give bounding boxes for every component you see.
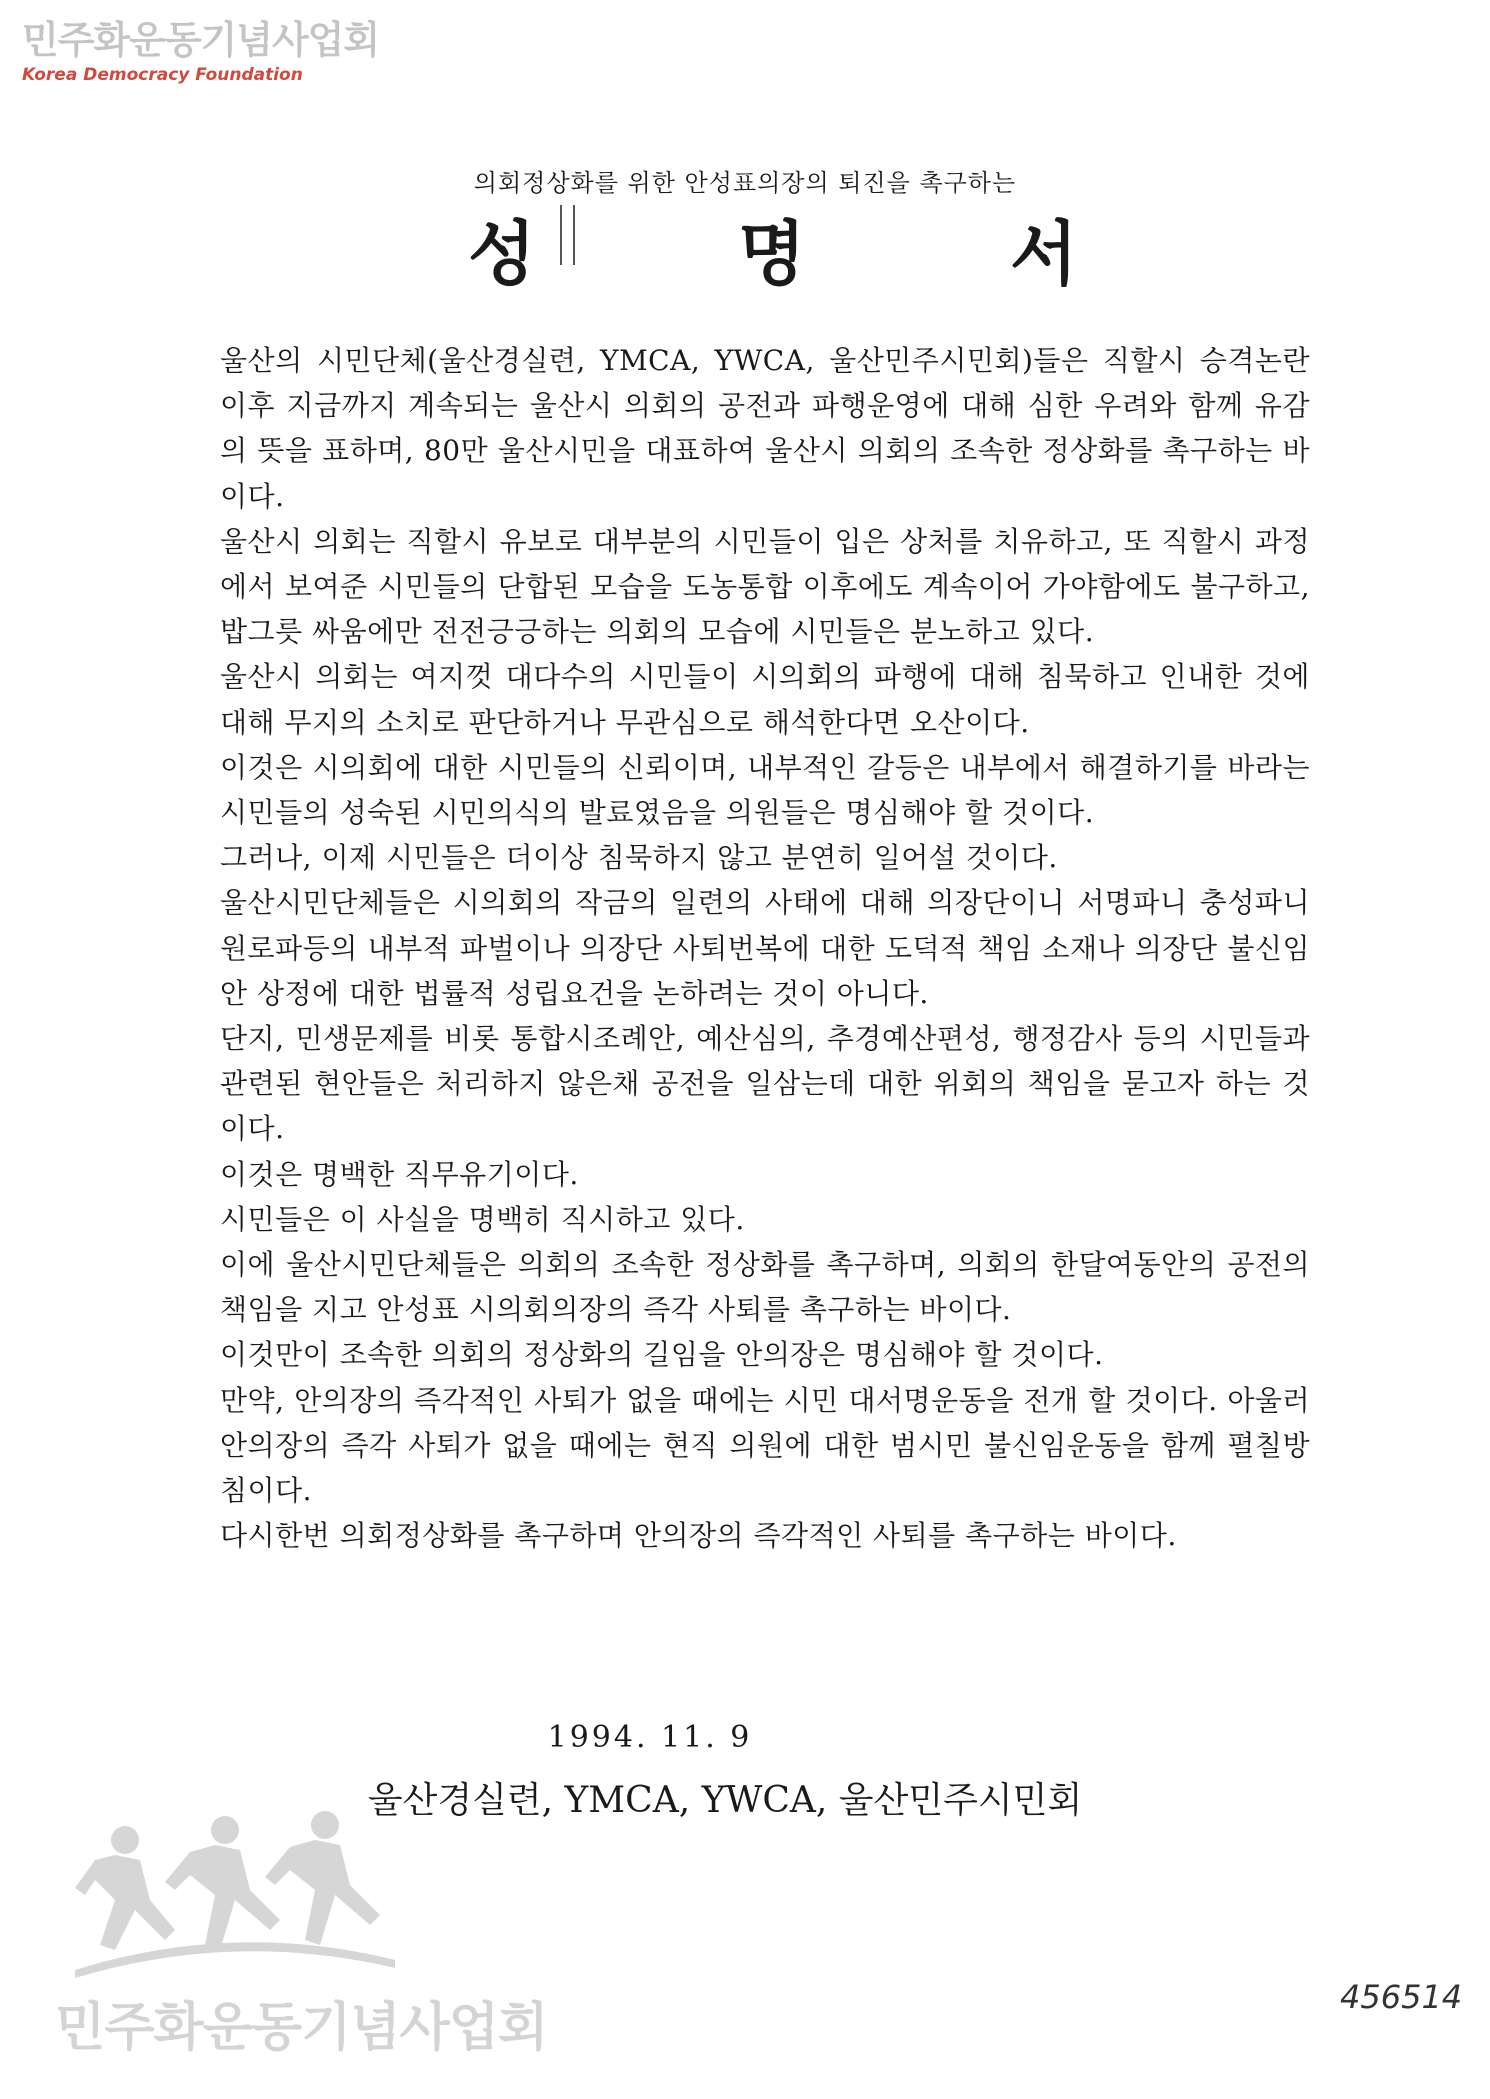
title-char-2: 명: [738, 212, 806, 295]
paragraph: 만약, 안의장의 즉각적인 사퇴가 없을 때에는 시민 대서명운동을 전개 할 것이다. 아울러 안의장의 즉각 사퇴가 없을 때에는 현직 의원에 대한 범시민 불신임운동을 함께 펼칠방침이다.: [220, 1383, 1310, 1508]
paragraph: 울산시 의회는 여지껏 대다수의 시민들이 시의회의 파행에 대해 침묵하고 인내한 것에 대해 무지의 소치로 판단하거나 무관심으로 해석한다면 오산이다.: [220, 660, 1310, 739]
logo-korean-text: 민주화운동기념사업회: [22, 18, 380, 62]
title-char-1: 성: [468, 212, 536, 295]
paragraph: 이것은 시의회에 대한 시민들의 신뢰이며, 내부적인 갈등은 내부에서 해결하기를 바라는 시민들의 성숙된 시민의식의 발료였음을 의원들은 명심해야 할 것이다.: [220, 750, 1310, 830]
paragraph: 울산시 의회는 직할시 유보로 대부분의 시민들이 입은 상처를 치유하고, 또 직할시 과정에서 보여준 시민들의 단합된 모습을 도농통합 이후에도 계속이어 가야함에도 불구하고, 밥그릇 싸움에만 전전긍긍하는 의회의 모습에 시민들은 분노하고 있다.: [220, 524, 1310, 649]
paragraph: 울산시민단체들은 시의회의 작금의 일련의 사태에 대해 의장단이니 서명파니 충성파니 원로파등의 내부적 파벌이나 의장단 사퇴번복에 대한 도덕적 책임 소재나 의장단 불신임안 상정에 대한 법률적 성립요건을 논하려는 것이 아니다.: [220, 886, 1310, 1010]
runners-watermark-icon: [55, 1800, 415, 1990]
logo-english-text: Korea Democracy Foundation: [22, 65, 303, 85]
paragraph: 울산의 시민단체(울산경실련, YMCA, YWCA, 울산민주시민회)들은 직할시 승격논란 이후 지금까지 계속되는 울산시 의회의 공전과 파행운영에 대해 심한 우려와 함께 유감의 뜻을 표하며, 80만 울산시민을 대표하여 울산시 의회의 조속한 정상화를 촉구하는 바이다.: [220, 344, 1310, 513]
document-date: 1994. 11. 9: [547, 1720, 753, 1755]
title-divider: [560, 205, 562, 265]
signers-line: 울산경실련, YMCA, YWCA, 울산민주시민회: [367, 1780, 1083, 1821]
paragraph: 이것은 명백한 직무유기이다.: [220, 1157, 579, 1191]
paragraph: 그러나, 이제 시민들은 더이상 침묵하지 않고 분연히 일어설 것이다.: [220, 841, 1058, 875]
title-char-3: 서: [1010, 212, 1078, 295]
document-number: 456514: [1340, 1978, 1463, 2016]
paragraph: 시민들은 이 사실을 명백히 직시하고 있다.: [220, 1202, 745, 1236]
paragraph: 단지, 민생문제를 비롯 통합시조례안, 예산심의, 추경예산편성, 행정감사 등의 시민들과 관련된 현안들은 처리하지 않은채 공전을 일삼는데 대한 위회의 책임을 묻고자 하는 것이다.: [220, 1022, 1310, 1146]
paragraph: 다시한번 의회정상화를 촉구하며 안의장의 즉각적인 사퇴를 촉구하는 바이다.: [220, 1519, 1177, 1553]
document-title: [440, 198, 1100, 295]
paragraph: 이것만이 조속한 의회의 정상화의 길임을 안의장은 명심해야 할 것이다.: [220, 1338, 1104, 1372]
document-subtitle: 의회정상화를 위한 안성표의장의 퇴진을 촉구하는: [473, 169, 1017, 197]
statement-body: [220, 338, 1310, 1558]
footer-logo-text: 민주화운동기념사업회: [55, 1998, 548, 2058]
title-divider: [573, 205, 575, 265]
paragraph: 이에 울산시민단체들은 의회의 조속한 정상화를 촉구하며, 의회의 한달여동안의 공전의 책임을 지고 안성표 시의회의장의 즉각 사퇴를 촉구하는 바이다.: [220, 1248, 1310, 1327]
foundation-logo: [22, 18, 379, 86]
